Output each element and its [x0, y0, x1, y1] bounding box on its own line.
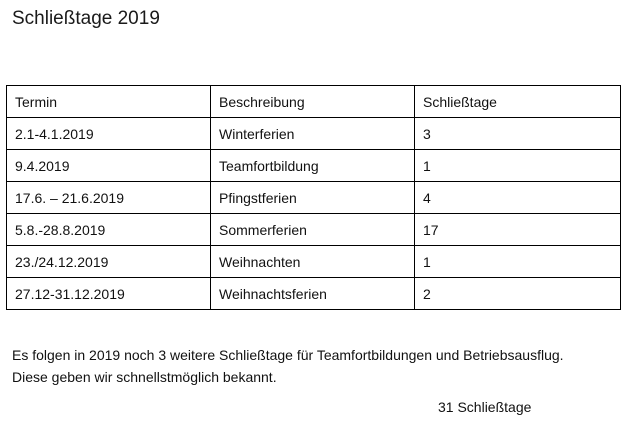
table-header-row [7, 86, 621, 118]
cell-beschreibung: Sommerferien [211, 214, 415, 246]
closing-days-table [6, 85, 621, 310]
cell-schliesstage: 2 [415, 278, 621, 310]
cell-termin: 27.12-31.12.2019 [7, 278, 211, 310]
note-paragraph [12, 344, 622, 388]
table-row [7, 150, 621, 182]
page-title: Schließtage 2019 [12, 8, 160, 29]
total-closing-days: 31 Schließtage [438, 399, 532, 415]
table-row [7, 278, 621, 310]
cell-termin: 23./24.12.2019 [7, 246, 211, 278]
note-line-2: Diese geben wir schnellstmöglich bekannt. [12, 369, 277, 385]
cell-termin: 9.4.2019 [7, 150, 211, 182]
cell-schliesstage: 1 [415, 150, 621, 182]
table-row [7, 214, 621, 246]
table-row [7, 246, 621, 278]
cell-schliesstage: 3 [415, 118, 621, 150]
header-beschreibung: Beschreibung [211, 86, 415, 118]
header-schliesstage: Schließtage [415, 86, 621, 118]
cell-termin: 5.8.-28.8.2019 [7, 214, 211, 246]
table-row [7, 182, 621, 214]
cell-termin: 2.1-4.1.2019 [7, 118, 211, 150]
cell-beschreibung: Weihnachten [211, 246, 415, 278]
header-termin: Termin [7, 86, 211, 118]
cell-beschreibung: Teamfortbildung [211, 150, 415, 182]
cell-beschreibung: Weihnachtsferien [211, 278, 415, 310]
cell-termin: 17.6. – 21.6.2019 [7, 182, 211, 214]
note-line-1: Es folgen in 2019 noch 3 weitere Schließtage für Teamfortbildungen und Betriebsausflug. [12, 347, 564, 363]
table-row [7, 118, 621, 150]
cell-schliesstage: 1 [415, 246, 621, 278]
cell-beschreibung: Winterferien [211, 118, 415, 150]
cell-beschreibung: Pfingstferien [211, 182, 415, 214]
cell-schliesstage: 4 [415, 182, 621, 214]
cell-schliesstage: 17 [415, 214, 621, 246]
